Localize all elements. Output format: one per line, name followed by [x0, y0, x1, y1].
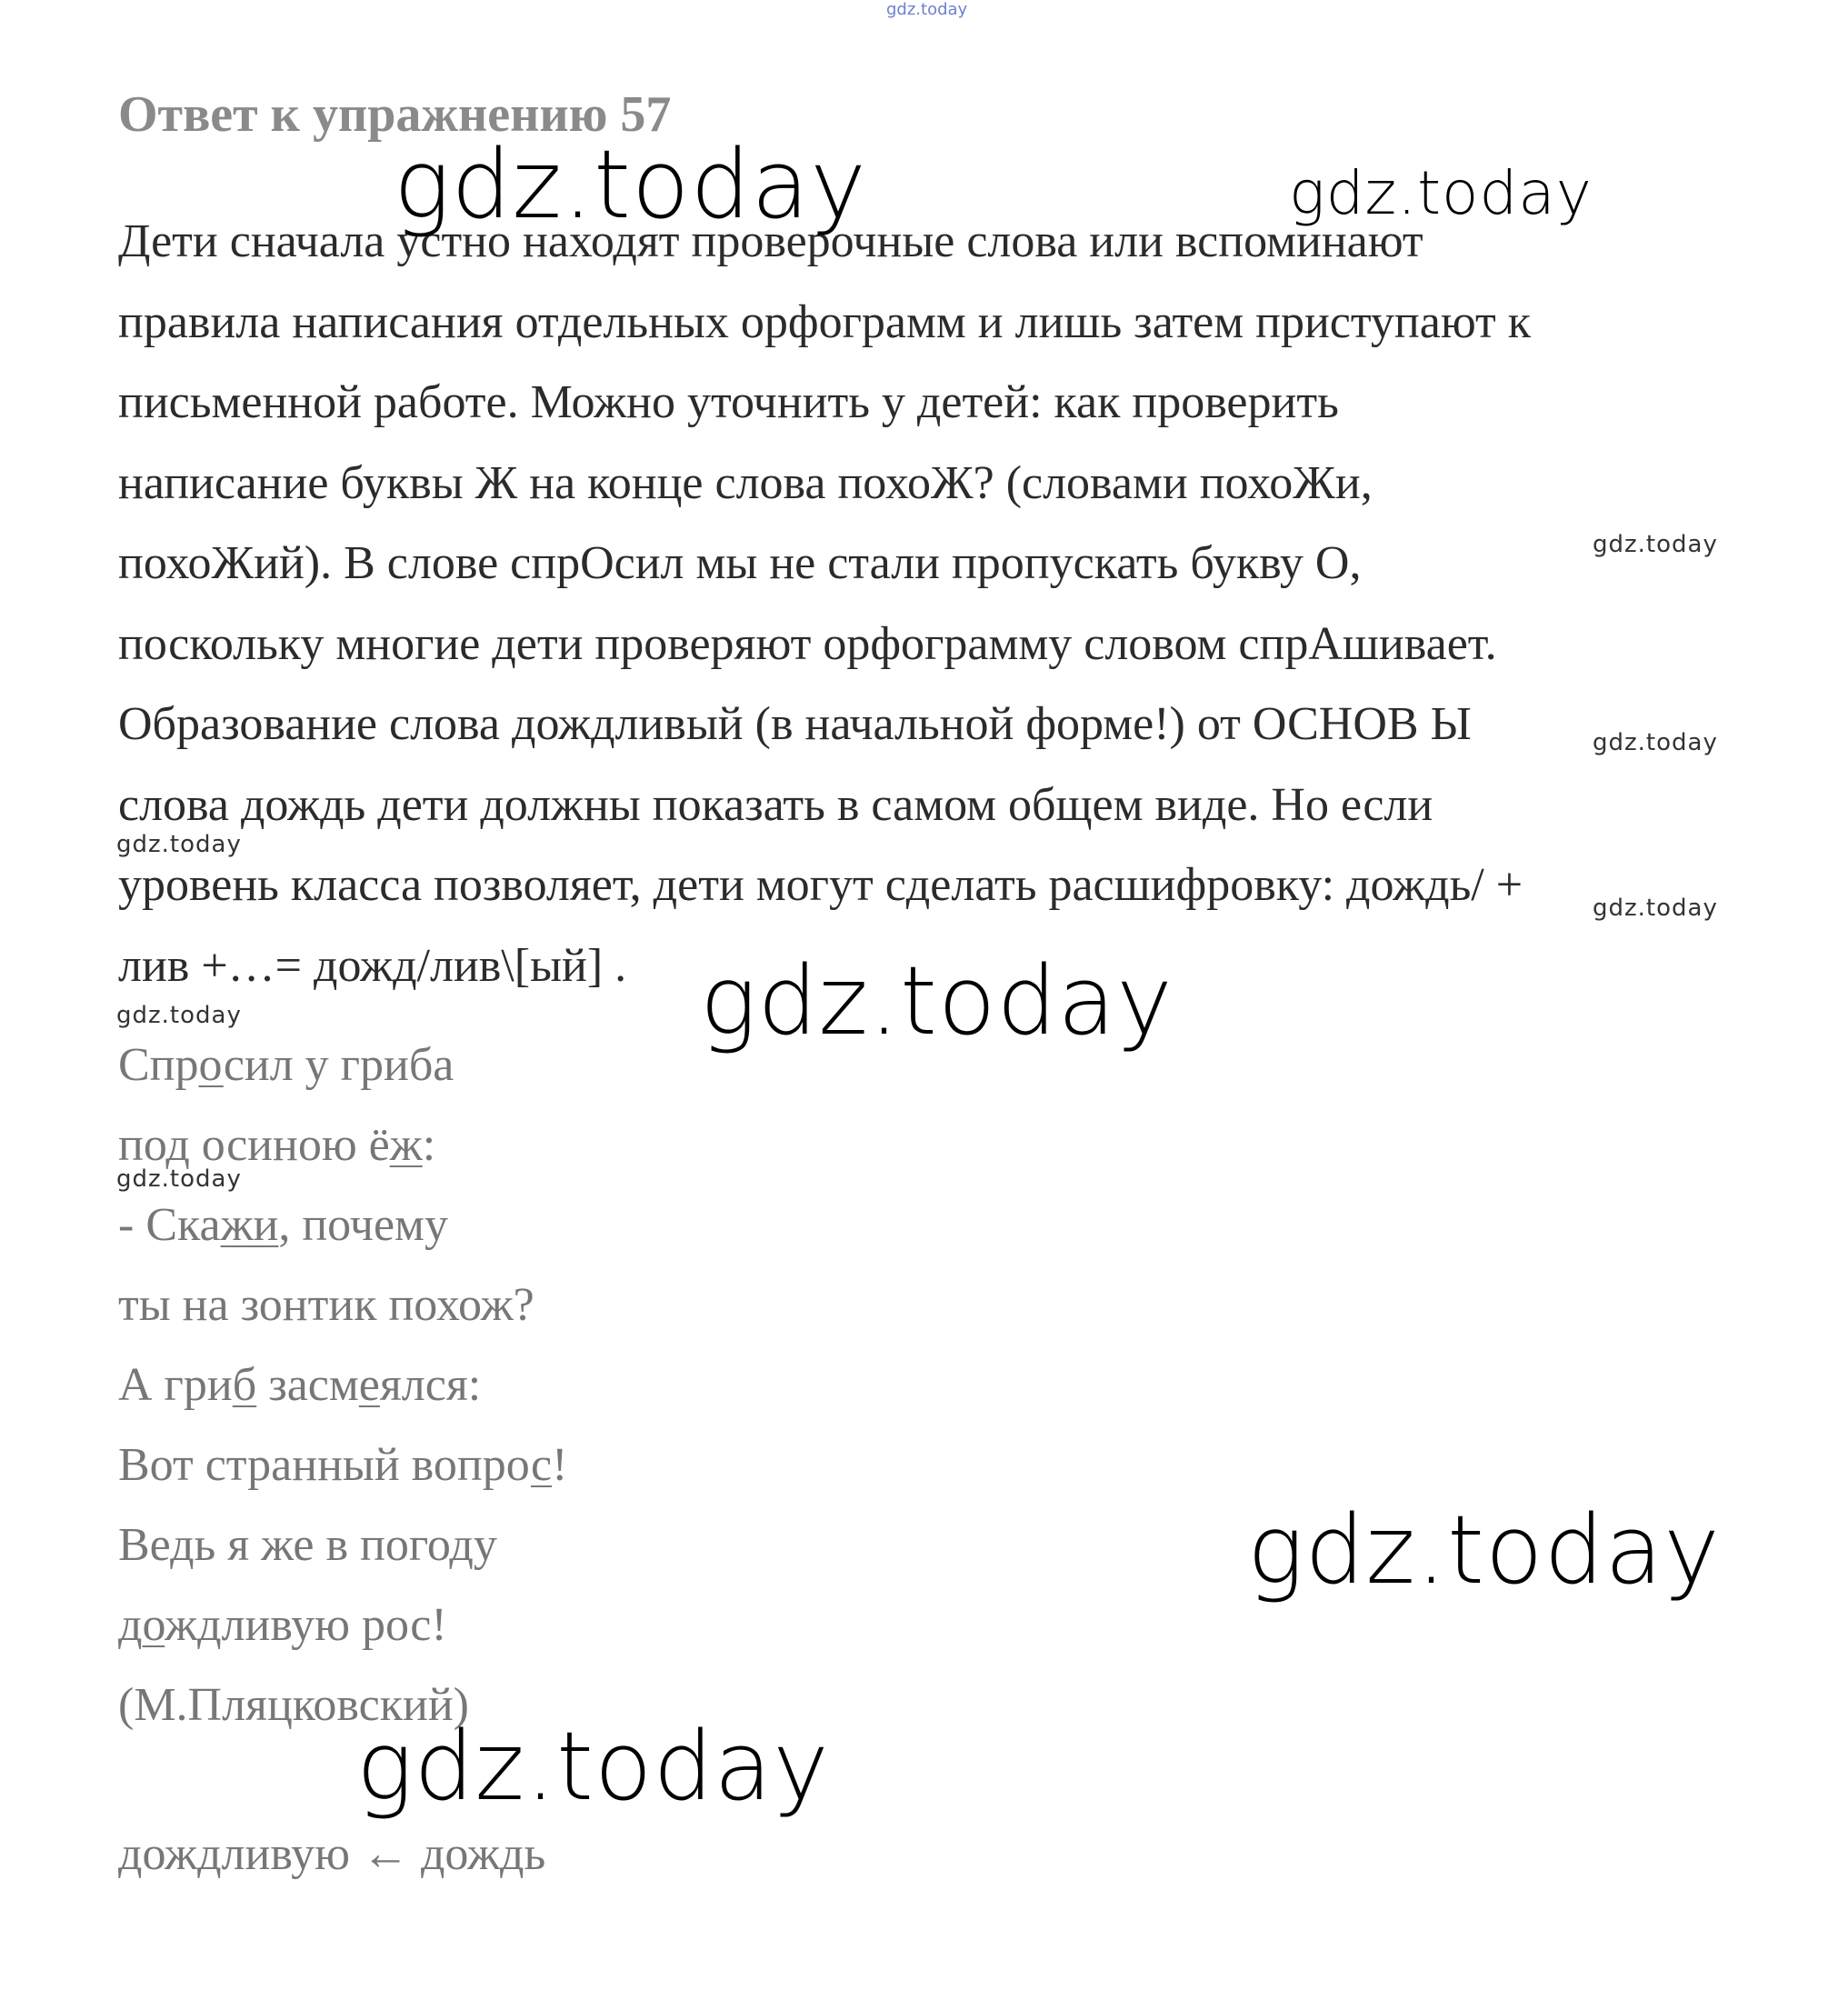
poem-line: А гриб засмеялся: [118, 1359, 482, 1411]
poem-line: - Скажи, почему [118, 1199, 448, 1251]
poem-line: под осиною ёж: [118, 1119, 436, 1171]
poem-line: Вот странный вопрос! [118, 1439, 568, 1491]
watermark-logo: gdz.today [1247, 1495, 1721, 1605]
poem-line: дождливую рос! [118, 1599, 447, 1651]
watermark-logo: gdz.today [1289, 158, 1593, 228]
paragraph-line: письменной работе. Можно уточнить у детей: как проверить [118, 376, 1339, 428]
watermark-logo: gdz.today [700, 945, 1174, 1056]
watermark-logo: gdz.today [1593, 729, 1718, 756]
poem-line: Спросил у гриба [118, 1039, 455, 1091]
watermark-logo: gdz.today [394, 129, 867, 240]
paragraph-line: правила написания отдельных орфограмм и лишь затем приступают к [118, 295, 1531, 348]
watermark-logo: gdz.today [116, 1002, 242, 1029]
watermark-logo: gdz.today [1593, 895, 1718, 922]
paragraph-line: Дети сначала устно находят проверочные слова или вспоминают [118, 215, 1423, 267]
watermark-logo: gdz.today [1593, 531, 1718, 558]
watermark-logo: gdz.today [356, 1711, 830, 1822]
paragraph-line: поскольку многие дети проверяют орфограмму словом спрАшивает. [118, 617, 1497, 670]
paragraph-line: уровень класса позволяет, дети могут сделать расшифровку: дождь/ + [118, 859, 1523, 911]
paragraph-line: похоЖий). В слове спрОсил мы не стали пропускать букву О, [118, 537, 1362, 589]
watermark-logo: gdz.today [116, 831, 242, 858]
explanation-paragraph [118, 202, 1736, 1006]
exercise-heading: Ответ к упражнению 57 [118, 86, 672, 143]
paragraph-line: лив +…= дожд/лив\[ый] . [118, 939, 627, 992]
poem-line: ты на зонтик похож? [118, 1279, 534, 1331]
word-derivation: дождливую ← дождь [118, 1828, 546, 1880]
paragraph-line: написание буквы Ж на конце слова похоЖ? (словами похоЖи, [118, 456, 1373, 509]
poem [118, 1025, 567, 1745]
top-watermark: gdz.today [886, 0, 968, 19]
poem-line: Ведь я же в погоду [118, 1519, 497, 1571]
poem-author: (М.Пляцковский) [118, 1679, 469, 1731]
paragraph-line: Образование слова дождливый (в начальной форме!) от ОСНОВ Ы [118, 698, 1472, 750]
watermark-logo: gdz.today [116, 1165, 242, 1193]
paragraph-line: слова дождь дети должны показать в самом общем виде. Но если [118, 778, 1433, 831]
